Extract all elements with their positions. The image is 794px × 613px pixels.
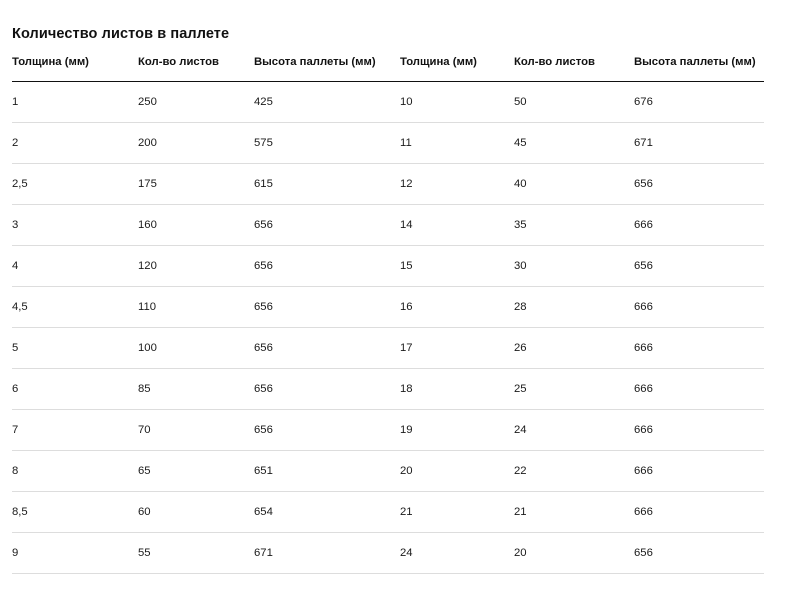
cell-pallet-height-right: 656 [634,246,764,287]
sheets-per-pallet-table [12,56,764,574]
cell-sheets-left: 70 [138,410,254,451]
column-header-pallet-height-right: Высота паллеты (мм) [634,56,756,68]
cell-pallet-height-right: 666 [634,492,764,533]
cell-sheets-right: 24 [514,410,634,451]
cell-thickness-left: 2,5 [12,164,138,205]
cell-sheets-right: 35 [514,205,634,246]
cell-pallet-height-left: 671 [254,533,400,574]
cell-sheets-left: 100 [138,328,254,369]
cell-sheets-left: 55 [138,533,254,574]
cell-pallet-height-right: 676 [634,82,764,123]
cell-sheets-left: 110 [138,287,254,328]
cell-thickness-right: 15 [400,246,514,287]
table-row [12,123,764,164]
cell-sheets-right: 40 [514,164,634,205]
cell-thickness-right: 19 [400,410,514,451]
column-header-thickness-left: Толщина (мм) [12,56,89,68]
table-header-row [12,56,764,82]
cell-pallet-height-left: 575 [254,123,400,164]
cell-sheets-left: 175 [138,164,254,205]
cell-sheets-right: 50 [514,82,634,123]
cell-sheets-left: 250 [138,82,254,123]
cell-sheets-right: 21 [514,492,634,533]
table-body [12,82,764,574]
cell-pallet-height-left: 656 [254,410,400,451]
cell-thickness-right: 24 [400,533,514,574]
cell-thickness-left: 9 [12,533,138,574]
cell-sheets-left: 120 [138,246,254,287]
table-row [12,492,764,533]
cell-pallet-height-right: 666 [634,369,764,410]
cell-sheets-right: 26 [514,328,634,369]
table-row [12,533,764,574]
table-row [12,205,764,246]
cell-pallet-height-left: 656 [254,369,400,410]
cell-pallet-height-right: 666 [634,328,764,369]
cell-thickness-left: 7 [12,410,138,451]
cell-thickness-right: 20 [400,451,514,492]
cell-thickness-left: 8 [12,451,138,492]
cell-sheets-right: 22 [514,451,634,492]
cell-pallet-height-left: 425 [254,82,400,123]
cell-thickness-left: 1 [12,82,138,123]
cell-pallet-height-left: 656 [254,287,400,328]
table-row [12,410,764,451]
table-row [12,82,764,123]
cell-pallet-height-left: 615 [254,164,400,205]
table-row [12,246,764,287]
column-header-sheets-right: Кол-во листов [514,56,595,68]
cell-thickness-left: 4 [12,246,138,287]
cell-sheets-right: 45 [514,123,634,164]
cell-pallet-height-left: 656 [254,328,400,369]
column-header-thickness-right: Толщина (мм) [400,56,477,68]
cell-pallet-height-left: 654 [254,492,400,533]
cell-pallet-height-right: 671 [634,123,764,164]
cell-thickness-left: 5 [12,328,138,369]
table-row [12,287,764,328]
cell-sheets-left: 200 [138,123,254,164]
table-row [12,369,764,410]
cell-sheets-right: 25 [514,369,634,410]
cell-thickness-right: 16 [400,287,514,328]
cell-pallet-height-right: 666 [634,287,764,328]
cell-sheets-right: 20 [514,533,634,574]
cell-pallet-height-right: 666 [634,205,764,246]
cell-thickness-left: 4,5 [12,287,138,328]
cell-thickness-right: 11 [400,123,514,164]
table-row [12,451,764,492]
cell-sheets-right: 28 [514,287,634,328]
cell-thickness-right: 17 [400,328,514,369]
cell-pallet-height-right: 666 [634,410,764,451]
table-header [12,56,764,82]
cell-pallet-height-right: 656 [634,164,764,205]
cell-thickness-left: 6 [12,369,138,410]
cell-pallet-height-left: 656 [254,205,400,246]
page-title: Количество листов в паллете [12,26,230,42]
cell-thickness-left: 8,5 [12,492,138,533]
cell-sheets-left: 60 [138,492,254,533]
cell-pallet-height-right: 666 [634,451,764,492]
column-header-pallet-height-left: Высота паллеты (мм) [254,56,376,68]
cell-sheets-left: 85 [138,369,254,410]
column-header-sheets-left: Кол-во листов [138,56,219,68]
cell-thickness-right: 18 [400,369,514,410]
cell-thickness-right: 12 [400,164,514,205]
cell-pallet-height-right: 656 [634,533,764,574]
cell-thickness-left: 3 [12,205,138,246]
cell-pallet-height-left: 656 [254,246,400,287]
cell-thickness-right: 10 [400,82,514,123]
cell-sheets-left: 160 [138,205,254,246]
cell-sheets-left: 65 [138,451,254,492]
cell-sheets-right: 30 [514,246,634,287]
table-row [12,164,764,205]
cell-thickness-right: 14 [400,205,514,246]
cell-thickness-right: 21 [400,492,514,533]
table-row [12,328,764,369]
cell-thickness-left: 2 [12,123,138,164]
cell-pallet-height-left: 651 [254,451,400,492]
